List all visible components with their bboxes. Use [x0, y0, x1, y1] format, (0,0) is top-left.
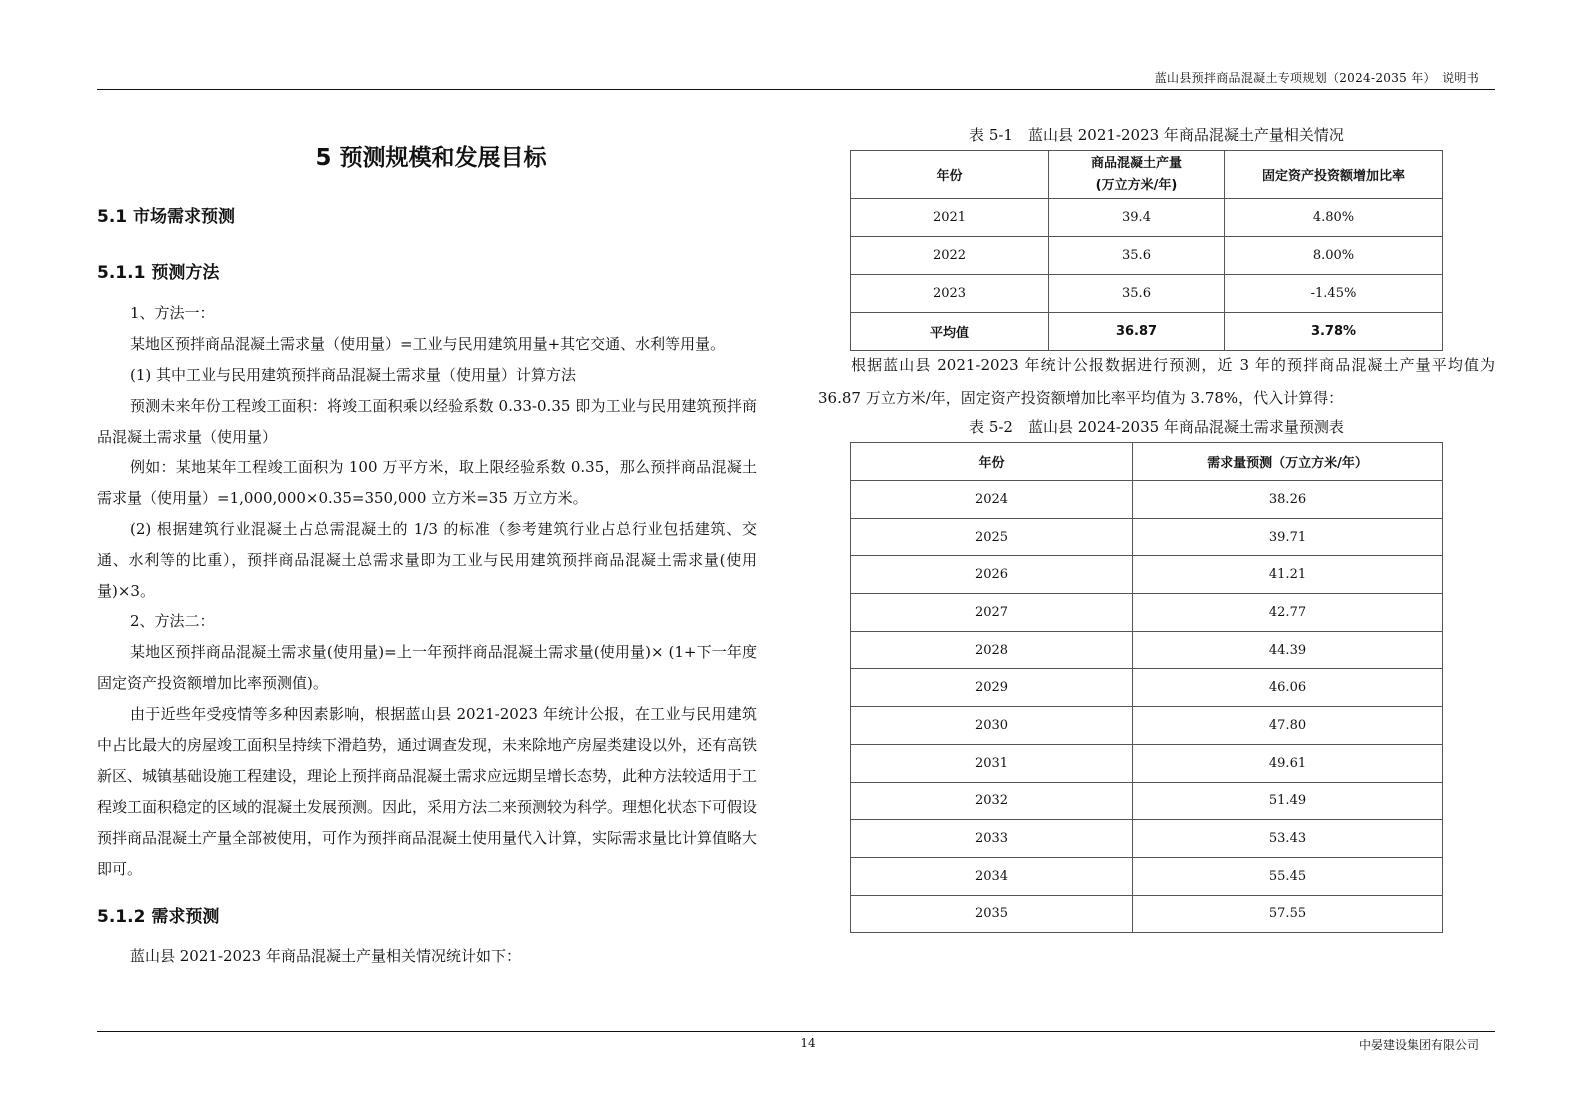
- section-title: 5.1 市场需求预测: [97, 207, 236, 227]
- table-cell: 2021: [851, 199, 1049, 237]
- header-line: 商品混凝土产量: [1090, 155, 1182, 171]
- page-number: 14: [800, 1036, 816, 1050]
- table-cell: 57.55: [1133, 895, 1443, 933]
- table-row: [851, 237, 1443, 275]
- table-row: [851, 707, 1443, 745]
- table-header-row: [851, 443, 1443, 481]
- table-cell: 38.26: [1133, 481, 1443, 519]
- chapter-title: 5 预测规模和发展目标: [315, 145, 547, 171]
- paragraph: 根据蓝山县 2021-2023 年统计公报数据进行预测，近 3 年的预拌商品混凝土产量平均值为 36.87 万立方米/年，固定资产投资额增加比率平均值为 3.78%，代入计算得：: [818, 356, 1495, 407]
- table-cell: 41.21: [1133, 556, 1443, 594]
- paragraph: 1、方法一：: [130, 304, 215, 322]
- table-row: [851, 556, 1443, 594]
- header-cell: [1049, 151, 1225, 199]
- paragraph: (1) 其中工业与民用建筑预拌商品混凝土需求量（使用量）计算方法: [130, 366, 577, 384]
- table-row: [851, 594, 1443, 632]
- table-cell: 35.6: [1049, 275, 1225, 313]
- table-cell: 2032: [851, 782, 1133, 820]
- table-cell: 平均值: [851, 313, 1049, 351]
- table-cell: 2022: [851, 237, 1049, 275]
- table-cell: 4.80%: [1225, 199, 1443, 237]
- table-row-average: [851, 313, 1443, 351]
- table-cell: 2027: [851, 594, 1133, 632]
- table-cell: 2023: [851, 275, 1049, 313]
- table-row: [851, 857, 1443, 895]
- subsection-title-method: 5.1.1 预测方法: [97, 263, 220, 283]
- paragraph: 预测未来年份工程竣工面积：将竣工面积乘以经验系数 0.33-0.35 即为工业与民用建筑预拌商品混凝土需求量（使用量）: [97, 397, 757, 446]
- table-cell: 2030: [851, 707, 1133, 745]
- subsection-title-demand: 5.1.2 需求预测: [97, 907, 220, 927]
- header-cell: 固定资产投资额增加比率: [1225, 151, 1443, 199]
- table-cell: 2028: [851, 631, 1133, 669]
- table-cell: 2026: [851, 556, 1133, 594]
- table-cell: 47.80: [1133, 707, 1443, 745]
- table-row: [851, 518, 1443, 556]
- table-row: [851, 895, 1443, 933]
- table2-caption: 表 5-2 蓝山县 2024-2035 年商品混凝土需求量预测表: [969, 418, 1344, 436]
- table-header-row: [851, 151, 1443, 199]
- table-cell: 3.78%: [1225, 313, 1443, 351]
- table-cell: 2035: [851, 895, 1133, 933]
- forecast-table: [850, 442, 1443, 933]
- table-cell: 8.00%: [1225, 237, 1443, 275]
- table-cell: -1.45%: [1225, 275, 1443, 313]
- table-cell: 46.06: [1133, 669, 1443, 707]
- table-cell: 2029: [851, 669, 1133, 707]
- paragraph: 例如：某地某年工程竣工面积为 100 万平方米，取上限经验系数 0.35，那么预拌商品混凝土需求量（使用量）=1,000,000×0.35=350,000 立方米=35 万立方米。: [97, 458, 757, 507]
- production-table: [850, 150, 1443, 351]
- paragraph: 由于近些年受疫情等多种因素影响，根据蓝山县 2021-2023 年统计公报，在工业与民用建筑中占比最大的房屋竣工面积呈持续下滑趋势，通过调查发现，未来除地产房屋类建设以外，还有高铁新区、城镇基础设施工程建设，理论上预拌商品混凝土需求应远期呈增长态势，此种方法较适用于工程竣工面积稳定的区域的混凝土发展预测。因此，采用方法二来预测较为科学。理想化状态下可假设预拌商品混凝土产量全部被使用，可作为预拌商品混凝土使用量代入计算，实际需求量比计算值略大即可。: [97, 705, 758, 878]
- table-cell: 36.87: [1049, 313, 1225, 351]
- paragraph: 某地区预拌商品混凝土需求量（使用量）=工业与民用建筑用量+其它交通、水利等用量。: [130, 335, 726, 353]
- table-row: [851, 275, 1443, 313]
- table-cell: 55.45: [1133, 857, 1443, 895]
- table1-caption: 表 5-1 蓝山县 2021-2023 年商品混凝土产量相关情况: [969, 126, 1344, 144]
- paragraph: 蓝山县 2021-2023 年商品混凝土产量相关情况统计如下：: [130, 947, 521, 965]
- table-cell: 39.71: [1133, 518, 1443, 556]
- table-cell: 44.39: [1133, 631, 1443, 669]
- table-row: [851, 744, 1443, 782]
- table-cell: 49.61: [1133, 744, 1443, 782]
- header-cell: 需求量预测（万立方米/年）: [1133, 443, 1443, 481]
- table-row: [851, 481, 1443, 519]
- header-line: (万立方米/年): [1095, 177, 1178, 193]
- table-cell: 2033: [851, 820, 1133, 858]
- table-row: [851, 782, 1443, 820]
- table-cell: 42.77: [1133, 594, 1443, 632]
- table-cell: 2024: [851, 481, 1133, 519]
- table-cell: 2025: [851, 518, 1133, 556]
- footer-rule: [97, 1031, 1495, 1032]
- table-cell: 51.49: [1133, 782, 1443, 820]
- table-cell: 2031: [851, 744, 1133, 782]
- table-row: [851, 199, 1443, 237]
- table-row: [851, 669, 1443, 707]
- table-cell: 35.6: [1049, 237, 1225, 275]
- table-cell: 39.4: [1049, 199, 1225, 237]
- table-cell: 2034: [851, 857, 1133, 895]
- table-cell: 53.43: [1133, 820, 1443, 858]
- header-cell: 年份: [851, 151, 1049, 199]
- table-row: [851, 820, 1443, 858]
- paragraph: 2、方法二：: [130, 612, 215, 630]
- left-column: [97, 138, 765, 965]
- paragraph: (2) 根据建筑行业混凝土占总需混凝土的 1/3 的标准（参考建筑行业占总行业包括建筑、交通、水利等的比重），预拌商品混凝土总需求量即为工业与民用建筑预拌商品混凝土需求量(使用量)×3。: [97, 520, 757, 600]
- paragraph: 某地区预拌商品混凝土需求量(使用量)=上一年预拌商品混凝土需求量(使用量)× (1+下一年度固定资产投资额增加比率预测值)。: [97, 643, 757, 692]
- company-name: 中晏建设集团有限公司: [1358, 1038, 1479, 1052]
- header-rule: [97, 89, 1495, 90]
- running-header: 蓝山县预拌商品混凝土专项规划（2024-2035 年） 说明书: [1154, 71, 1479, 85]
- header-cell: 年份: [851, 443, 1133, 481]
- table-row: [851, 631, 1443, 669]
